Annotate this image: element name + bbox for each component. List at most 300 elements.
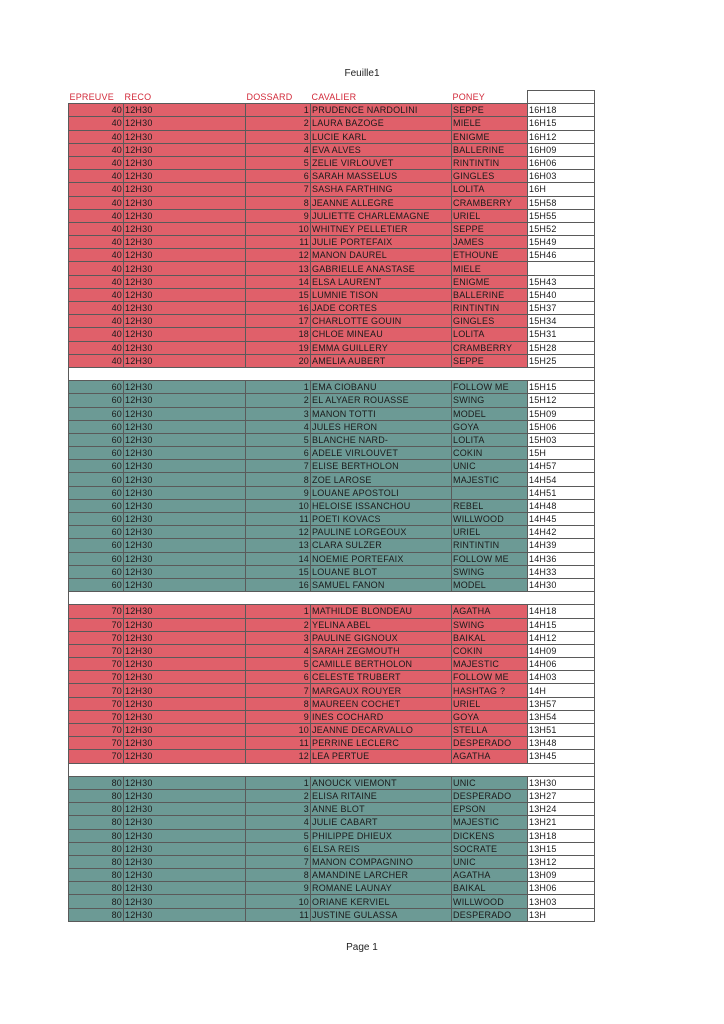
reco-cell: 12H30	[124, 302, 246, 315]
poney-cell: WILLWOOD	[452, 895, 528, 908]
time-cell: 13H	[528, 908, 595, 921]
poney-cell: UNIC	[452, 776, 528, 789]
time-cell: 14H51	[528, 486, 595, 499]
group-separator-row	[69, 367, 595, 380]
table-row	[69, 671, 595, 684]
dossard-cell: 4	[246, 644, 311, 657]
time-cell: 15H15	[528, 381, 595, 394]
time-cell: 14H36	[528, 552, 595, 565]
cavalier-cell: WHITNEY PELLETIER	[311, 222, 452, 235]
cavalier-cell: CLARA SULZER	[311, 539, 452, 552]
time-cell: 15H	[528, 447, 595, 460]
epreuve-cell: 60	[69, 552, 124, 565]
header-epreuve: EPREUVE	[69, 91, 124, 104]
dossard-cell: 9	[246, 882, 311, 895]
epreuve-cell: 80	[69, 882, 124, 895]
epreuve-cell: 60	[69, 394, 124, 407]
poney-cell: MIELE	[452, 117, 528, 130]
dossard-cell: 2	[246, 394, 311, 407]
table-row	[69, 143, 595, 156]
table-row	[69, 605, 595, 618]
epreuve-cell: 60	[69, 473, 124, 486]
empty-cell	[69, 592, 124, 605]
table-row	[69, 196, 595, 209]
reco-cell: 12H30	[124, 803, 246, 816]
reco-cell: 12H30	[124, 697, 246, 710]
cavalier-cell: ROMANE LAUNAY	[311, 882, 452, 895]
time-cell: 13H21	[528, 816, 595, 829]
cavalier-cell: SASHA FARTHING	[311, 183, 452, 196]
table-row	[69, 104, 595, 117]
dossard-cell: 7	[246, 183, 311, 196]
time-cell: 15H55	[528, 209, 595, 222]
epreuve-cell: 40	[69, 156, 124, 169]
reco-cell: 12H30	[124, 526, 246, 539]
table-row	[69, 302, 595, 315]
cavalier-cell: LUCIE KARL	[311, 130, 452, 143]
table-row	[69, 710, 595, 723]
poney-cell: LOLITA	[452, 183, 528, 196]
epreuve-cell: 40	[69, 315, 124, 328]
table-row	[69, 644, 595, 657]
epreuve-cell: 80	[69, 842, 124, 855]
time-cell: 13H51	[528, 724, 595, 737]
time-cell: 16H09	[528, 143, 595, 156]
reco-cell: 12H30	[124, 117, 246, 130]
reco-cell: 12H30	[124, 315, 246, 328]
table-row	[69, 275, 595, 288]
cavalier-cell: ZELIE VIRLOUVET	[311, 156, 452, 169]
epreuve-cell: 40	[69, 209, 124, 222]
poney-cell: SOCRATE	[452, 842, 528, 855]
poney-cell: EPSON	[452, 803, 528, 816]
reco-cell: 12H30	[124, 750, 246, 763]
poney-cell: UNIC	[452, 460, 528, 473]
cavalier-cell: LOUANE BLOT	[311, 565, 452, 578]
dossard-cell: 13	[246, 262, 311, 275]
reco-cell: 12H30	[124, 354, 246, 367]
dossard-cell: 3	[246, 803, 311, 816]
poney-cell: AGATHA	[452, 605, 528, 618]
empty-cell	[246, 367, 311, 380]
cavalier-cell: CAMILLE BERTHOLON	[311, 658, 452, 671]
time-cell: 13H57	[528, 697, 595, 710]
poney-cell: COKIN	[452, 447, 528, 460]
poney-cell: DESPERADO	[452, 737, 528, 750]
poney-cell: STELLA	[452, 724, 528, 737]
reco-cell: 12H30	[124, 183, 246, 196]
empty-cell	[311, 367, 452, 380]
cavalier-cell: NOEMIE PORTEFAIX	[311, 552, 452, 565]
reco-cell: 12H30	[124, 486, 246, 499]
time-cell: 14H54	[528, 473, 595, 486]
time-cell	[528, 262, 595, 275]
dossard-cell: 12	[246, 526, 311, 539]
cavalier-cell: SARAH MASSELUS	[311, 170, 452, 183]
dossard-cell: 5	[246, 433, 311, 446]
dossard-cell: 12	[246, 249, 311, 262]
table-row	[69, 170, 595, 183]
poney-cell: DESPERADO	[452, 789, 528, 802]
epreuve-cell: 80	[69, 803, 124, 816]
empty-cell	[452, 592, 528, 605]
reco-cell: 12H30	[124, 104, 246, 117]
reco-cell: 12H30	[124, 724, 246, 737]
reco-cell: 12H30	[124, 460, 246, 473]
poney-cell: RINTINTIN	[452, 539, 528, 552]
empty-cell	[124, 367, 246, 380]
dossard-cell: 1	[246, 381, 311, 394]
poney-cell: DESPERADO	[452, 908, 528, 921]
epreuve-cell: 60	[69, 407, 124, 420]
header-cavalier: CAVALIER	[311, 91, 452, 104]
poney-cell: SEPPE	[452, 354, 528, 367]
epreuve-cell: 40	[69, 262, 124, 275]
dossard-cell: 8	[246, 869, 311, 882]
table-row	[69, 816, 595, 829]
dossard-cell: 4	[246, 420, 311, 433]
dossard-cell: 9	[246, 209, 311, 222]
table-row	[69, 737, 595, 750]
reco-cell: 12H30	[124, 578, 246, 591]
poney-cell: RINTINTIN	[452, 156, 528, 169]
time-cell: 13H18	[528, 829, 595, 842]
sheet-title: Feuille1	[344, 68, 380, 79]
time-cell: 13H03	[528, 895, 595, 908]
reco-cell: 12H30	[124, 130, 246, 143]
reco-cell: 12H30	[124, 539, 246, 552]
epreuve-cell: 40	[69, 104, 124, 117]
epreuve-cell: 40	[69, 143, 124, 156]
epreuve-cell: 60	[69, 381, 124, 394]
table-row	[69, 447, 595, 460]
cavalier-cell: ELISE BERTHOLON	[311, 460, 452, 473]
dossard-cell: 3	[246, 130, 311, 143]
table-row	[69, 908, 595, 921]
empty-cell	[311, 763, 452, 776]
cavalier-cell: PAULINE LORGEOUX	[311, 526, 452, 539]
table-row	[69, 803, 595, 816]
epreuve-cell: 70	[69, 631, 124, 644]
group-separator-row	[69, 763, 595, 776]
reco-cell: 12H30	[124, 381, 246, 394]
reco-cell: 12H30	[124, 789, 246, 802]
header-time	[528, 91, 595, 104]
dossard-cell: 11	[246, 737, 311, 750]
dossard-cell: 10	[246, 499, 311, 512]
empty-cell	[246, 592, 311, 605]
reco-cell: 12H30	[124, 275, 246, 288]
cavalier-cell: PERRINE LECLERC	[311, 737, 452, 750]
time-cell: 15H37	[528, 302, 595, 315]
epreuve-cell: 40	[69, 302, 124, 315]
poney-cell: BAIKAL	[452, 631, 528, 644]
poney-cell: AGATHA	[452, 869, 528, 882]
reco-cell: 12H30	[124, 842, 246, 855]
time-cell: 16H	[528, 183, 595, 196]
table-row	[69, 829, 595, 842]
poney-cell: LOLITA	[452, 328, 528, 341]
time-cell: 14H09	[528, 644, 595, 657]
cavalier-cell: MATHILDE BLONDEAU	[311, 605, 452, 618]
reco-cell: 12H30	[124, 341, 246, 354]
cavalier-cell: POETI KOVACS	[311, 513, 452, 526]
epreuve-cell: 80	[69, 869, 124, 882]
group-separator-row	[69, 592, 595, 605]
reco-cell: 12H30	[124, 513, 246, 526]
poney-cell: MIELE	[452, 262, 528, 275]
dossard-cell: 17	[246, 315, 311, 328]
dossard-cell: 9	[246, 710, 311, 723]
epreuve-cell: 40	[69, 196, 124, 209]
empty-cell	[124, 763, 246, 776]
reco-cell: 12H30	[124, 908, 246, 921]
reco-cell: 12H30	[124, 328, 246, 341]
epreuve-cell: 70	[69, 684, 124, 697]
time-cell: 13H45	[528, 750, 595, 763]
time-cell: 15H03	[528, 433, 595, 446]
poney-cell: ENIGME	[452, 275, 528, 288]
table-row	[69, 420, 595, 433]
table-row	[69, 724, 595, 737]
time-cell: 13H30	[528, 776, 595, 789]
epreuve-cell: 40	[69, 288, 124, 301]
dossard-cell: 2	[246, 618, 311, 631]
table-row	[69, 552, 595, 565]
dossard-cell: 10	[246, 895, 311, 908]
cavalier-cell: MARGAUX ROUYER	[311, 684, 452, 697]
reco-cell: 12H30	[124, 288, 246, 301]
epreuve-cell: 80	[69, 908, 124, 921]
poney-cell: CRAMBERRY	[452, 196, 528, 209]
table-row	[69, 354, 595, 367]
table-row	[69, 288, 595, 301]
header-dossard: DOSSARD	[246, 91, 311, 104]
dossard-cell: 11	[246, 908, 311, 921]
time-cell: 13H48	[528, 737, 595, 750]
dossard-cell: 20	[246, 354, 311, 367]
time-cell: 15H09	[528, 407, 595, 420]
table-row	[69, 789, 595, 802]
dossard-cell: 14	[246, 552, 311, 565]
reco-cell: 12H30	[124, 420, 246, 433]
time-cell: 13H12	[528, 855, 595, 868]
table-row	[69, 776, 595, 789]
time-cell: 14H06	[528, 658, 595, 671]
cavalier-cell: JULIETTE CHARLEMAGNE	[311, 209, 452, 222]
table-row	[69, 565, 595, 578]
empty-cell	[124, 592, 246, 605]
dossard-cell: 16	[246, 302, 311, 315]
poney-cell: RINTINTIN	[452, 302, 528, 315]
table-row	[69, 684, 595, 697]
reco-cell: 12H30	[124, 249, 246, 262]
cavalier-cell: PRUDENCE NARDOLINI	[311, 104, 452, 117]
table-row	[69, 249, 595, 262]
table-row	[69, 526, 595, 539]
epreuve-cell: 40	[69, 249, 124, 262]
header-row	[69, 91, 595, 104]
dossard-cell: 13	[246, 539, 311, 552]
table-row	[69, 486, 595, 499]
cavalier-cell: JULIE CABART	[311, 816, 452, 829]
reco-cell: 12H30	[124, 882, 246, 895]
time-cell: 15H46	[528, 249, 595, 262]
time-cell: 13H54	[528, 710, 595, 723]
poney-cell: BALLERINE	[452, 143, 528, 156]
dossard-cell: 8	[246, 473, 311, 486]
time-cell: 14H39	[528, 539, 595, 552]
poney-cell: GINGLES	[452, 170, 528, 183]
table-row	[69, 156, 595, 169]
table-row	[69, 842, 595, 855]
reco-cell: 12H30	[124, 710, 246, 723]
dossard-cell: 3	[246, 407, 311, 420]
reco-cell: 12H30	[124, 869, 246, 882]
dossard-cell: 15	[246, 565, 311, 578]
table-row	[69, 209, 595, 222]
epreuve-cell: 40	[69, 328, 124, 341]
poney-cell: SEPPE	[452, 222, 528, 235]
time-cell: 15H12	[528, 394, 595, 407]
epreuve-cell: 70	[69, 710, 124, 723]
reco-cell: 12H30	[124, 552, 246, 565]
time-cell: 14H	[528, 684, 595, 697]
poney-cell: GINGLES	[452, 315, 528, 328]
epreuve-cell: 70	[69, 697, 124, 710]
epreuve-cell: 80	[69, 829, 124, 842]
table-row	[69, 618, 595, 631]
poney-cell: SWING	[452, 394, 528, 407]
cavalier-cell: INES COCHARD	[311, 710, 452, 723]
time-cell: 15H31	[528, 328, 595, 341]
poney-cell: GOYA	[452, 420, 528, 433]
time-cell: 13H24	[528, 803, 595, 816]
epreuve-cell: 60	[69, 513, 124, 526]
dossard-cell: 18	[246, 328, 311, 341]
dossard-cell: 6	[246, 671, 311, 684]
epreuve-cell: 40	[69, 117, 124, 130]
poney-cell: COKIN	[452, 644, 528, 657]
epreuve-cell: 60	[69, 578, 124, 591]
cavalier-cell: EL ALYAER ROUASSE	[311, 394, 452, 407]
table-row	[69, 578, 595, 591]
dossard-cell: 1	[246, 104, 311, 117]
cavalier-cell: PHILIPPE DHIEUX	[311, 829, 452, 842]
poney-cell: FOLLOW ME	[452, 552, 528, 565]
epreuve-cell: 40	[69, 341, 124, 354]
time-cell: 15H43	[528, 275, 595, 288]
table-row	[69, 315, 595, 328]
time-cell: 16H15	[528, 117, 595, 130]
epreuve-cell: 60	[69, 447, 124, 460]
reco-cell: 12H30	[124, 209, 246, 222]
empty-cell	[452, 763, 528, 776]
time-cell: 16H12	[528, 130, 595, 143]
cavalier-cell: ELISA RITAINE	[311, 789, 452, 802]
reco-cell: 12H30	[124, 236, 246, 249]
table-row	[69, 855, 595, 868]
cavalier-cell: SAMUEL FANON	[311, 578, 452, 591]
poney-cell: JAMES	[452, 236, 528, 249]
dossard-cell: 7	[246, 855, 311, 868]
poney-cell: SWING	[452, 618, 528, 631]
empty-cell	[528, 592, 595, 605]
table-row	[69, 117, 595, 130]
poney-cell: MAJESTIC	[452, 473, 528, 486]
dossard-cell: 1	[246, 776, 311, 789]
table-row	[69, 130, 595, 143]
cavalier-cell: ADELE VIRLOUVET	[311, 447, 452, 460]
time-cell: 13H06	[528, 882, 595, 895]
time-cell: 13H09	[528, 869, 595, 882]
dossard-cell: 8	[246, 196, 311, 209]
reco-cell: 12H30	[124, 433, 246, 446]
table-row	[69, 222, 595, 235]
table-row	[69, 183, 595, 196]
dossard-cell: 4	[246, 143, 311, 156]
dossard-cell: 8	[246, 697, 311, 710]
table-row	[69, 460, 595, 473]
page-footer: Page 1	[346, 942, 378, 953]
poney-cell: URIEL	[452, 209, 528, 222]
time-cell: 14H12	[528, 631, 595, 644]
dossard-cell: 7	[246, 460, 311, 473]
dossard-cell: 14	[246, 275, 311, 288]
cavalier-cell: CELESTE TRUBERT	[311, 671, 452, 684]
epreuve-cell: 40	[69, 222, 124, 235]
epreuve-cell: 70	[69, 605, 124, 618]
cavalier-cell: LOUANE APOSTOLI	[311, 486, 452, 499]
cavalier-cell: LUMNIE TISON	[311, 288, 452, 301]
reco-cell: 12H30	[124, 631, 246, 644]
reco-cell: 12H30	[124, 605, 246, 618]
table-row	[69, 499, 595, 512]
poney-cell: MODEL	[452, 407, 528, 420]
epreuve-cell: 40	[69, 170, 124, 183]
time-cell: 14H30	[528, 578, 595, 591]
reco-cell: 12H30	[124, 816, 246, 829]
poney-cell: BAIKAL	[452, 882, 528, 895]
table-row	[69, 262, 595, 275]
table-row	[69, 341, 595, 354]
dossard-cell: 6	[246, 447, 311, 460]
table-row	[69, 869, 595, 882]
time-cell: 14H57	[528, 460, 595, 473]
cavalier-cell: MAUREEN COCHET	[311, 697, 452, 710]
start-list-table	[68, 90, 595, 922]
empty-cell	[528, 763, 595, 776]
reco-cell: 12H30	[124, 473, 246, 486]
cavalier-cell: PAULINE GIGNOUX	[311, 631, 452, 644]
cavalier-cell: MANON COMPAGNINO	[311, 855, 452, 868]
poney-cell: URIEL	[452, 697, 528, 710]
epreuve-cell: 40	[69, 275, 124, 288]
time-cell: 14H15	[528, 618, 595, 631]
epreuve-cell: 60	[69, 420, 124, 433]
table-body	[69, 104, 595, 922]
cavalier-cell: BLANCHE NARD-	[311, 433, 452, 446]
cavalier-cell: LAURA BAZOGE	[311, 117, 452, 130]
epreuve-cell: 40	[69, 130, 124, 143]
cavalier-cell: ELSA REIS	[311, 842, 452, 855]
dossard-cell: 10	[246, 724, 311, 737]
dossard-cell: 5	[246, 658, 311, 671]
dossard-cell: 10	[246, 222, 311, 235]
cavalier-cell: MANON DAUREL	[311, 249, 452, 262]
cavalier-cell: LEA PERTUE	[311, 750, 452, 763]
poney-cell: GOYA	[452, 710, 528, 723]
